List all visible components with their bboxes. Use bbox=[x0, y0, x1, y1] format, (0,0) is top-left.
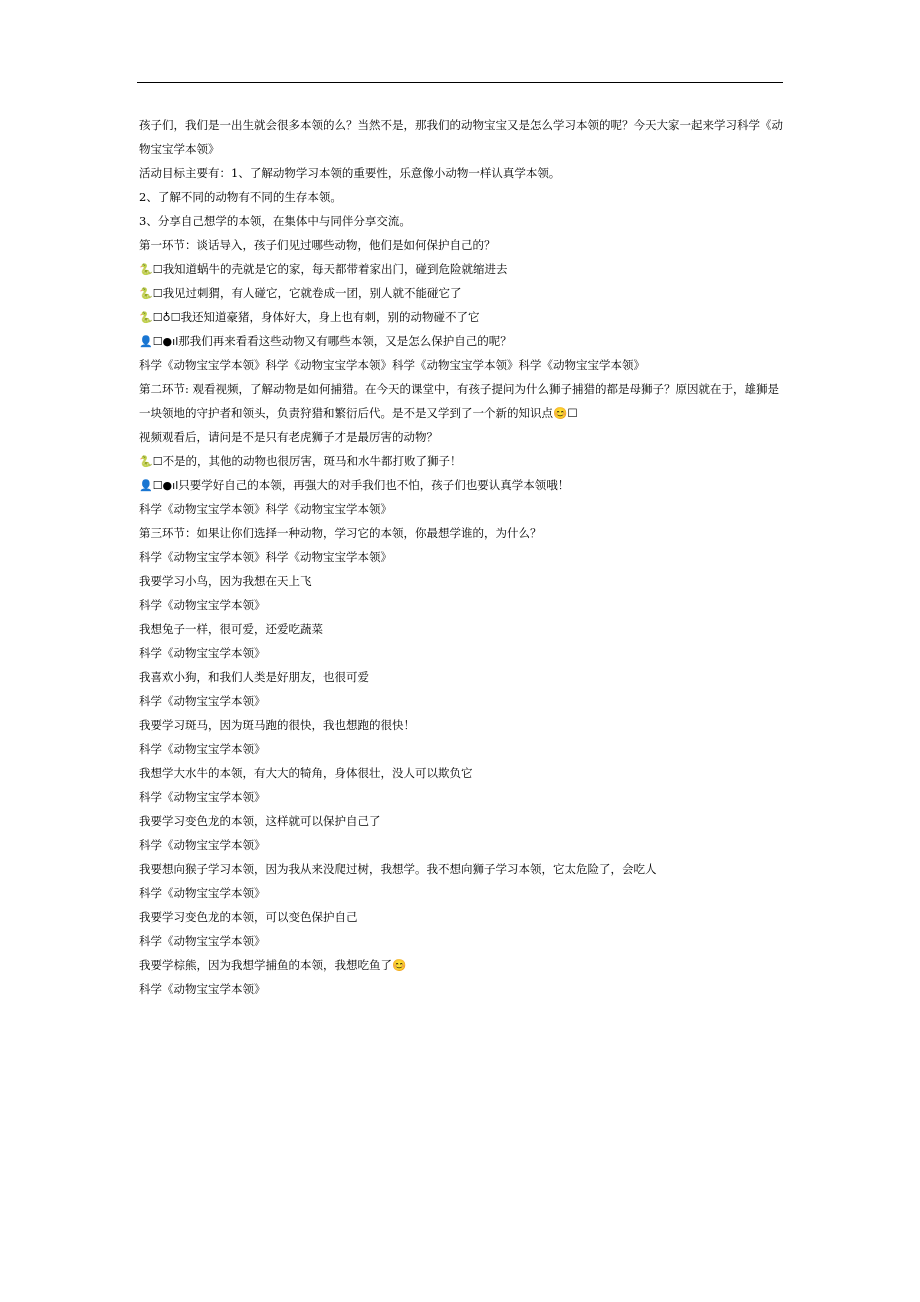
paragraph bbox=[139, 113, 787, 161]
paragraph bbox=[139, 809, 787, 833]
paragraph-text: 第三环节：如果让你们选择一种动物，学习它的本领，你最想学谁的，为什么？ bbox=[139, 526, 542, 540]
paragraph-text: 第一环节：谈话导入，孩子们见过哪些动物，他们是如何保护自己的？ bbox=[139, 238, 496, 252]
paragraph bbox=[139, 161, 787, 185]
header-rule bbox=[137, 82, 783, 83]
paragraph bbox=[139, 497, 787, 521]
paragraph bbox=[139, 641, 787, 665]
paragraph bbox=[139, 905, 787, 929]
paragraph bbox=[139, 521, 787, 545]
paragraph bbox=[139, 281, 787, 305]
paragraph-text: 科学《动物宝宝学本领》 bbox=[139, 934, 266, 948]
paragraph bbox=[139, 449, 787, 473]
paragraph-text: 我想学大水牛的本领，有大大的犄角，身体很壮，没人可以欺负它 bbox=[139, 766, 473, 780]
paragraph-text: 我想兔子一样，很可爱，还爱吃蔬菜 bbox=[139, 622, 323, 636]
paragraph-text: 科学《动物宝宝学本领》 bbox=[139, 838, 266, 852]
paragraph-text: 我要学棕熊，因为我想学捕鱼的本领，我想吃鱼了😊 bbox=[139, 958, 407, 972]
paragraph bbox=[139, 761, 787, 785]
paragraph-text: 科学《动物宝宝学本领》 bbox=[139, 694, 266, 708]
paragraph bbox=[139, 689, 787, 713]
paragraph-text: 科学《动物宝宝学本领》 bbox=[139, 886, 266, 900]
paragraph-text: 我见过刺猬，有人碰它，它就卷成一团，别人就不能碰它了 bbox=[162, 286, 462, 300]
paragraph bbox=[139, 713, 787, 737]
paragraph-text: 3、分享自己想学的本领，在集体中与同伴分享交流。 bbox=[139, 214, 411, 228]
paragraph-text: 第二环节: 观看视频，了解动物是如何捕猎。在今天的课堂中，有孩子提问为什么狮子捕猎的都是母狮子？原因就在于，雄狮是一块领地的守护者和领头，负责狩猎和繁衍后代。是不是又学到了一个新的知识点😊☐ bbox=[139, 382, 780, 420]
paragraph bbox=[139, 425, 787, 449]
paragraph-text: 科学《动物宝宝学本领》 bbox=[139, 790, 266, 804]
paragraph-text: 我要学习斑马，因为斑马跑的很快，我也想跑的很快！ bbox=[139, 718, 415, 732]
paragraph bbox=[139, 665, 787, 689]
paragraph-text: 科学《动物宝宝学本领》 bbox=[139, 646, 266, 660]
paragraph bbox=[139, 377, 787, 425]
paragraph-text: 科学《动物宝宝学本领》科学《动物宝宝学本领》 bbox=[139, 502, 392, 516]
paragraph-text: 我要学习小鸟，因为我想在天上飞 bbox=[139, 574, 312, 588]
paragraph-text: 视频观看后，请问是不是只有老虎狮子才是最厉害的动物？ bbox=[139, 430, 438, 444]
paragraph bbox=[139, 977, 787, 1001]
paragraph bbox=[139, 857, 787, 881]
speaker-icon: 🐍☐ bbox=[139, 455, 163, 468]
paragraph bbox=[139, 785, 787, 809]
paragraph-text: 我还知道豪猪，身体好大，身上也有刺，别的动物碰不了它 bbox=[180, 310, 480, 324]
paragraph-text: 我要想向猴子学习本领，因为我从来没爬过树，我想学。我不想向狮子学习本领，它太危险了，会吃人 bbox=[139, 862, 657, 876]
speaker-icon: 👤☐●ıl bbox=[139, 479, 179, 492]
paragraph-text: 科学《动物宝宝学本领》 bbox=[139, 982, 266, 996]
paragraph-text: 我要学习变色龙的本领，可以变色保护自己 bbox=[139, 910, 358, 924]
paragraph bbox=[139, 569, 787, 593]
paragraph bbox=[139, 593, 787, 617]
paragraph-text: 我喜欢小狗，和我们人类是好朋友，也很可爱 bbox=[139, 670, 369, 684]
paragraph bbox=[139, 305, 787, 329]
paragraph bbox=[139, 473, 787, 497]
paragraph bbox=[139, 737, 787, 761]
paragraph-text: 孩子们，我们是一出生就会很多本领的么？当然不是，那我们的动物宝宝又是怎么学习本领的呢？今天大家一起来学习科学《动物宝宝学本领》 bbox=[139, 118, 783, 156]
paragraph-text: 科学《动物宝宝学本领》科学《动物宝宝学本领》 bbox=[139, 550, 392, 564]
speaker-icon: 🐍☐♁☐ bbox=[139, 311, 181, 324]
paragraph bbox=[139, 233, 787, 257]
paragraph-text: 我知道蜗牛的壳就是它的家，每天都带着家出门，碰到危险就缩进去 bbox=[162, 262, 508, 276]
paragraph bbox=[139, 353, 787, 377]
document-body bbox=[139, 113, 787, 1001]
paragraph-text: 科学《动物宝宝学本领》 bbox=[139, 598, 266, 612]
speaker-icon: 🐍☐ bbox=[139, 263, 163, 276]
speaker-icon: 👤☐●ıl bbox=[139, 335, 179, 348]
paragraph-text: 2、了解不同的动物有不同的生存本领。 bbox=[139, 190, 342, 204]
paragraph bbox=[139, 881, 787, 905]
paragraph-text: 科学《动物宝宝学本领》科学《动物宝宝学本领》科学《动物宝宝学本领》科学《动物宝宝学本领》 bbox=[139, 358, 645, 372]
paragraph bbox=[139, 329, 787, 353]
paragraph bbox=[139, 185, 787, 209]
paragraph-text: 那我们再来看看这些动物又有哪些本领，又是怎么保护自己的呢？ bbox=[178, 334, 512, 348]
paragraph-text: 不是的，其他的动物也很厉害，斑马和水牛都打败了狮子！ bbox=[162, 454, 462, 468]
paragraph-text: 活动目标主要有：1、了解动物学习本领的重要性，乐意像小动物一样认真学本领。 bbox=[139, 166, 561, 180]
paragraph-text: 科学《动物宝宝学本领》 bbox=[139, 742, 266, 756]
paragraph-text: 我要学习变色龙的本领，这样就可以保护自己了 bbox=[139, 814, 381, 828]
paragraph bbox=[139, 929, 787, 953]
paragraph bbox=[139, 257, 787, 281]
paragraph bbox=[139, 953, 787, 977]
paragraph bbox=[139, 545, 787, 569]
paragraph bbox=[139, 833, 787, 857]
paragraph-text: 只要学好自己的本领，再强大的对手我们也不怕，孩子们也要认真学本领哦！ bbox=[178, 478, 570, 492]
speaker-icon: 🐍☐ bbox=[139, 287, 163, 300]
paragraph bbox=[139, 617, 787, 641]
paragraph bbox=[139, 209, 787, 233]
